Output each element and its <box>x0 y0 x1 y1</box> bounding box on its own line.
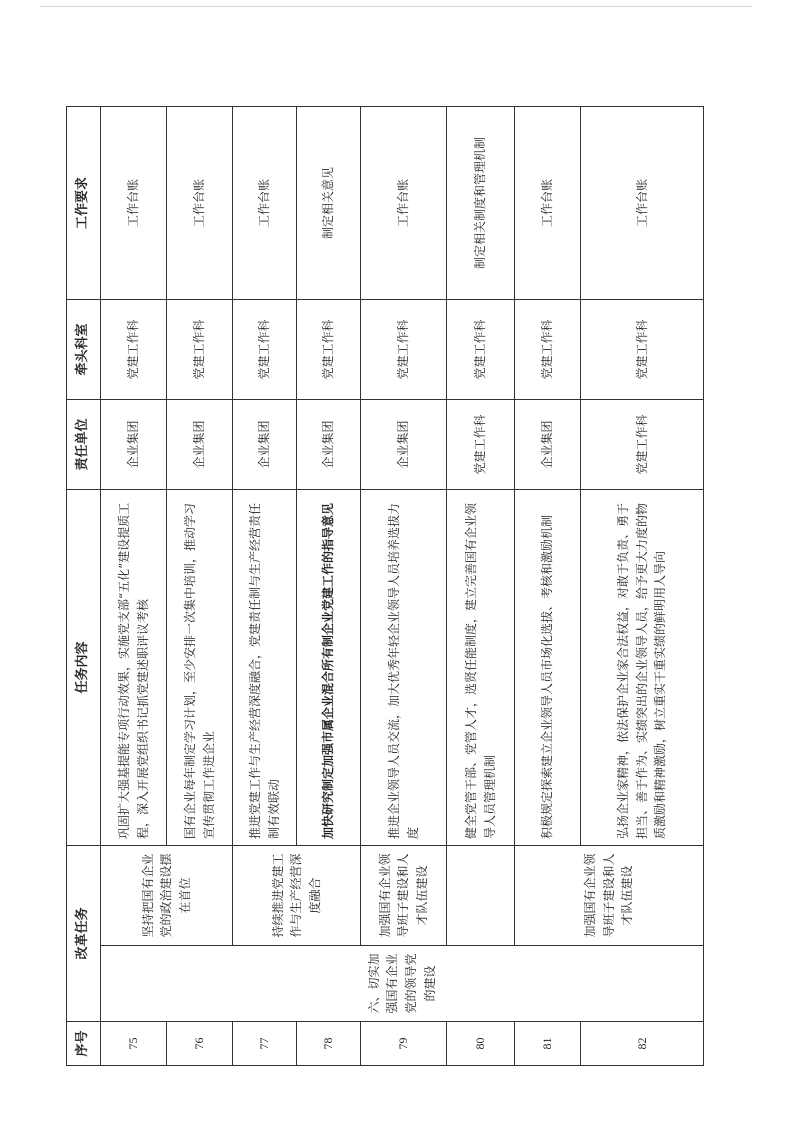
category-cell: 六、切实加强国有企业党的领导党的建设 <box>101 946 704 1022</box>
row-lead: 党建工作科 <box>447 299 515 399</box>
row-req: 工作台账 <box>233 106 297 299</box>
row-lead: 党建工作科 <box>233 299 297 399</box>
table-row <box>515 106 581 1065</box>
header-seq: 序号 <box>67 1022 101 1066</box>
row-req: 工作台账 <box>361 106 447 299</box>
row-content: 推进党建工作与生产经营深度融合，党建责任制与生产经营责任制有效联动 <box>233 489 297 845</box>
row-lead: 党建工作科 <box>515 299 581 399</box>
row-req: 工作台账 <box>101 106 167 299</box>
table-row <box>447 106 515 1065</box>
row-lead: 党建工作科 <box>297 299 361 399</box>
header-unit: 责任单位 <box>67 399 101 489</box>
table-row <box>361 106 447 1065</box>
table-row <box>101 106 167 1065</box>
row-seq: 75 <box>101 1022 167 1066</box>
subtask-cell: 坚持把国有企业党的政治建设摆在首位 <box>101 845 233 945</box>
subtask-cell: 持续推进党建工作与生产经营深度融合 <box>233 845 361 945</box>
table-frame <box>66 107 703 1066</box>
row-content: 国有企业每年制定学习计划，至少安排一次集中培训，推动学习宣传贯彻工作进企业 <box>167 489 233 845</box>
row-content: 巩固扩大强基提能专项行动效果，实施党支部“五化”建设提质工程，深入开展党组织书记抓党建述职评议考核 <box>101 489 167 845</box>
row-seq: 76 <box>167 1022 233 1066</box>
table-row <box>233 106 297 1065</box>
rotated-table-wrapper <box>66 107 703 1066</box>
subtask-cell: 加强国有企业领导班子建设和人才队伍建设 <box>361 845 447 945</box>
row-seq: 81 <box>515 1022 581 1066</box>
row-seq: 77 <box>233 1022 297 1066</box>
header-row <box>67 106 101 1065</box>
row-seq: 82 <box>581 1022 704 1066</box>
row-req: 制定相关意见 <box>297 106 361 299</box>
row-content: 健全党管干部、党管人才，选贤任能制度，建立完善国有企业领导人员管理机制 <box>447 489 515 845</box>
row-unit: 企业集团 <box>167 399 233 489</box>
row-req: 工作台账 <box>167 106 233 299</box>
header-lead: 牵头科室 <box>67 299 101 399</box>
header-content: 任务内容 <box>67 489 101 845</box>
row-content: 积极规定探索建立企业领导人员市场化选拔、考核和激励机制 <box>515 489 581 845</box>
subtask-cell <box>447 845 515 945</box>
row-content: 弘扬企业家精神，依法保护企业家合法权益，对敢于负责、勇于担当、善于作为、实绩突出的企业领导人员，给予更大力度的物质激励和精神激励，树立重实干重实绩的鲜明用人导向 <box>581 489 704 845</box>
row-unit: 党建工作科 <box>447 399 515 489</box>
row-req: 工作台账 <box>515 106 581 299</box>
header-req: 工作要求 <box>67 106 101 299</box>
row-unit: 企业集团 <box>515 399 581 489</box>
row-unit: 企业集团 <box>101 399 167 489</box>
row-seq: 79 <box>361 1022 447 1066</box>
row-unit: 党建工作科 <box>581 399 704 489</box>
header-task: 改革任务 <box>67 845 101 1021</box>
row-lead: 党建工作科 <box>581 299 704 399</box>
row-unit: 企业集团 <box>361 399 447 489</box>
row-content: 加快研究制定加强市属企业混合所有制企业党建工作的指导意见 <box>297 489 361 845</box>
row-lead: 党建工作科 <box>167 299 233 399</box>
row-req: 制定相关制度和管理机制 <box>447 106 515 299</box>
subtask-cell: 加强国有企业领导班子建设和人才队伍建设 <box>515 845 704 945</box>
row-lead: 党建工作科 <box>101 299 167 399</box>
row-seq: 80 <box>447 1022 515 1066</box>
row-lead: 党建工作科 <box>361 299 447 399</box>
reform-task-table <box>66 106 704 1066</box>
row-unit: 企业集团 <box>297 399 361 489</box>
row-unit: 企业集团 <box>233 399 297 489</box>
top-rule <box>40 6 752 7</box>
row-content: 推进企业领导人员交流，加大优秀年轻企业领导人员培养选拔力度 <box>361 489 447 845</box>
row-req: 工作台账 <box>581 106 704 299</box>
row-seq: 78 <box>297 1022 361 1066</box>
